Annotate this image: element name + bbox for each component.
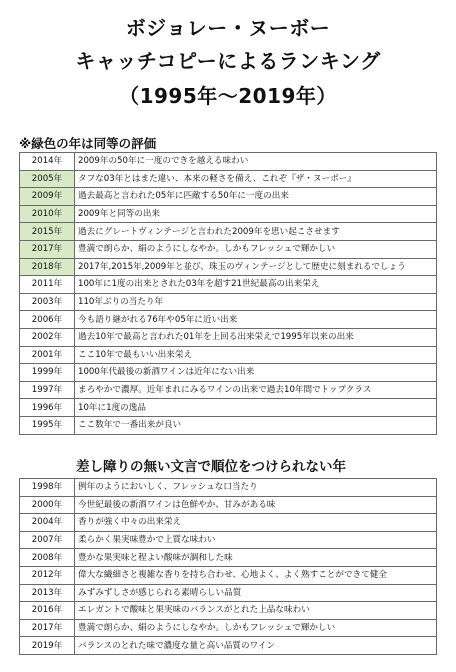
table-row [20,205,437,223]
description-cell: みずみずしさが感じられる素晴らしい品質 [75,584,437,602]
description-cell: エレガントで酸味と果実味のバランスがとれた上品な味わい [75,602,437,620]
title-line-2: キャッチコピーによるランキング [75,49,381,73]
table-row [20,258,437,276]
description-cell: 豊かな果実味と程よい酸味が調和した味 [75,549,437,567]
year-cell: 2017年 [20,240,75,258]
title-line-1: ボジョレー・ヌーボー [125,16,331,40]
year-cell: 2008年 [20,549,75,567]
description-cell: 過去にグレートヴィンテージと言われた2009年を思い起こさせます [75,223,437,241]
year-cell: 2013年 [20,584,75,602]
description-cell: 2009年の50年に一度のできを越える味わい [75,153,437,171]
description-cell: 2017年,2015年,2009年と並び、珠玉のヴィンテージとして歴史に刻まれるでしょう [75,258,437,276]
table-row [20,637,437,655]
year-cell: 2015年 [20,223,75,241]
description-cell: まろやかで濃厚。近年まれにみるワインの出来で過去10年間でトップクラス [75,381,437,399]
year-cell: 1995年 [20,416,75,434]
table-row [20,328,437,346]
table-row [20,223,437,241]
table-row [20,584,437,602]
description-cell: 110年ぶりの当たり年 [75,293,437,311]
description-cell: 偉大な繊細さと複雑な香りを持ち合わせ、心地よく、よく熟すことができて健全 [75,566,437,584]
table-row [20,311,437,329]
year-cell: 2011年 [20,276,75,294]
description-cell: 2009年と同等の出来 [75,205,437,223]
unranked-table [19,478,437,655]
table-row [20,549,437,567]
year-cell: 1996年 [20,399,75,417]
description-cell: バランスのとれた味で濃度な量と高い品質のワイン [75,637,437,655]
year-cell: 2017年 [20,619,75,637]
ranked-table [19,152,437,435]
year-cell: 1999年 [20,364,75,382]
title-line-3: （1995年〜2019年） [119,84,337,108]
year-cell: 2004年 [20,514,75,532]
table-row [20,381,437,399]
description-cell: 豊満で朗らか、絹のようにしなやか。しかもフレッシュで輝かしい [75,240,437,258]
description-cell: 100年に1度の出来とされた03年を超す21世紀最高の出来栄え [75,276,437,294]
table-row [20,153,437,171]
table-row [20,293,437,311]
table-row [20,188,437,206]
table-row [20,566,437,584]
description-cell: 1000年代最後の新酒ワインは近年にない出来 [75,364,437,382]
description-cell: ここ10年で最もいい出来栄え [75,346,437,364]
year-cell: 2007年 [20,531,75,549]
green-note: ※緑色の年は同等の評価 [19,136,157,151]
year-cell: 2019年 [20,637,75,655]
description-cell: 香りが強く中々の出来栄え [75,514,437,532]
year-cell: 2012年 [20,566,75,584]
year-cell: 2005年 [20,170,75,188]
year-cell: 2002年 [20,328,75,346]
year-cell: 2006年 [20,311,75,329]
section-heading-unranked: 差し障りの無い文言で順位をつけられない年 [76,459,346,475]
table-row [20,619,437,637]
table-row [20,276,437,294]
year-cell: 2003年 [20,293,75,311]
year-cell: 2016年 [20,602,75,620]
table-row [20,514,437,532]
description-cell: ここ数年で一番出来が良い [75,416,437,434]
description-cell: タフな03年とはまた違い、本来の軽さを備え、これぞ『ザ・ヌーボー』 [75,170,437,188]
table-row [20,416,437,434]
year-cell: 2000年 [20,496,75,514]
description-cell: 過去最高と言われた05年に匹敵する50年に一度の出来 [75,188,437,206]
table-row [20,479,437,497]
year-cell: 2014年 [20,153,75,171]
table-row [20,346,437,364]
year-cell: 2001年 [20,346,75,364]
description-cell: 過去10年で最高と言われた01年を上回る出来栄えで1995年以来の出来 [75,328,437,346]
year-cell: 2009年 [20,188,75,206]
description-cell: 今も語り継がれる76年や05年に近い出来 [75,311,437,329]
table-row [20,364,437,382]
description-cell: 10年に1度の逸品 [75,399,437,417]
description-cell: 豊満で朗らか、絹のようにしなやか。しかもフレッシュで輝かしい [75,619,437,637]
year-cell: 1998年 [20,479,75,497]
description-cell: 柔らかく果実味豊かで上質な味わい [75,531,437,549]
table-row [20,602,437,620]
year-cell: 2010年 [20,205,75,223]
table-row [20,170,437,188]
table-row [20,240,437,258]
table-row [20,399,437,417]
year-cell: 1997年 [20,381,75,399]
year-cell: 2018年 [20,258,75,276]
description-cell: 例年のようにおいしく、フレッシュな口当たり [75,479,437,497]
description-cell: 今世紀最後の新酒ワインは色鮮やか、甘みがある味 [75,496,437,514]
table-row [20,496,437,514]
table-row [20,531,437,549]
